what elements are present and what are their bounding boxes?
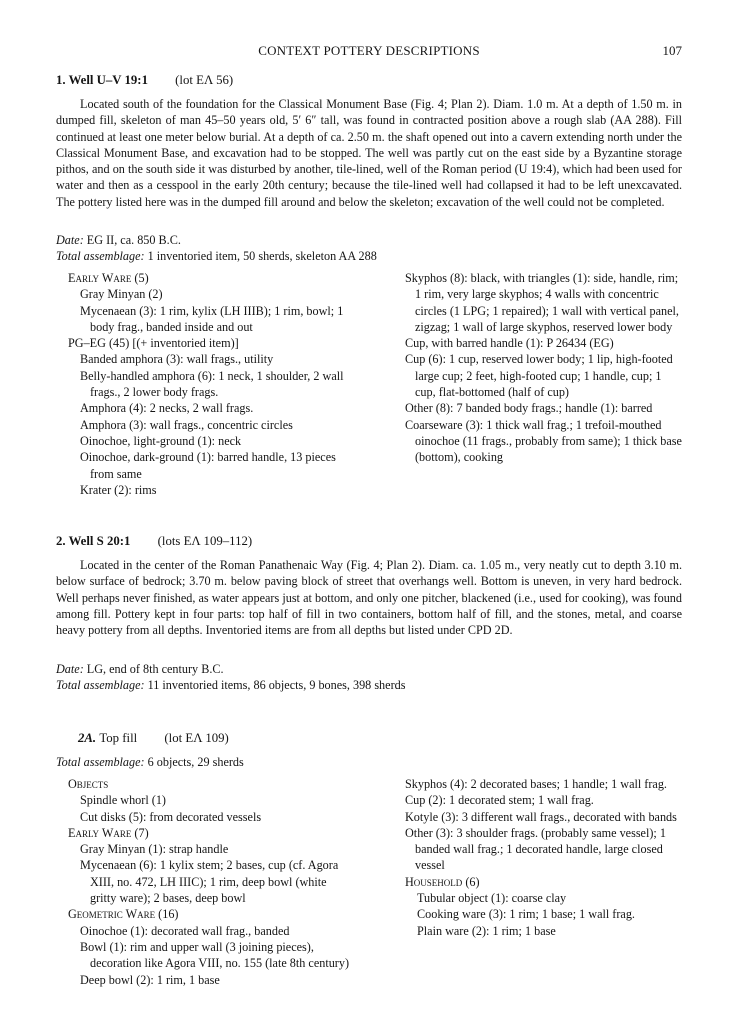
section-1-list-left	[56, 270, 356, 498]
list-item: Banded amphora (3): wall frags., utility	[80, 352, 274, 367]
list-item: Coarseware (3): 1 thick wall frag.; 1 trefoil-mouthed oinochoe (11 frags., probably from same); 1 thick base (bottom), cooking	[405, 417, 682, 465]
list-item: Spindle whorl (1)	[80, 793, 166, 808]
category-heading: Objects	[68, 777, 109, 791]
list-item: Mycenaean (6): 1 kylix stem; 2 bases, cup (cf. Agora XIII, no. 472, LH IIIC); 1 rim, deep bowl (white gritty ware); 2 bases, deep bowl	[80, 858, 339, 906]
list-item: Tubular object (1): coarse clay	[417, 891, 567, 906]
section-2a-list-left	[56, 776, 356, 988]
assemblage-label: Total assemblage:	[56, 678, 145, 693]
lot-number: (lot EΛ 109)	[164, 731, 229, 745]
category-heading: Early Ware (7)	[68, 825, 149, 840]
section-1-description	[56, 96, 682, 210]
section-2a-heading	[78, 730, 704, 746]
assemblage-value: 1 inventoried item, 50 sherds, skeleton AA 288	[147, 249, 377, 264]
list-item: Plain ware (2): 1 rim; 1 base	[417, 923, 556, 938]
lot-number: (lots EΛ 109–112)	[157, 534, 253, 548]
list-item: Other (8): 7 banded body frags.; handle (1): barred	[405, 401, 653, 416]
category-heading: Early Ware (5)	[68, 271, 149, 285]
list-item: Kotyle (3): 3 different wall frags., decorated with bands	[405, 809, 677, 824]
section-number: 1.	[56, 73, 66, 87]
section-2-description	[56, 557, 682, 638]
section-2-heading	[56, 533, 682, 549]
assemblage-line	[56, 248, 682, 264]
date-value: EG II, ca. 850 B.C.	[86, 233, 181, 247]
category-heading: Household (6)	[405, 874, 480, 889]
description-paragraph: Located south of the foundation for the Classical Monument Base (Fig. 4; Plan 2). Diam. 1.0 m. At a depth of 1.50 m. in dumped fill, skeleton of man 45–50 years old, 5′ 6″ tall, was found in contracted position above a rough slab (AA 288). Fill continued at least one meter below burial. At a depth of ca. 2.50 m. the shaft opened out into a cavern extending north under the Classical Monument Base, and excavation had to be stopped. The well was partly cut on the east side by a Byzantine storage pithos, and on the south side it was disturbed by another, tile-lined, well of the Roman period (U 19:4), which had been used for water and then as a cesspool in the early 20th century; because the tile-lined well had collapsed it had to be left unexcavated. The pottery listed here was in the dumped fill around and below the skeleton; excavation of the well could not be completed.	[56, 97, 682, 209]
date-label: Date:	[56, 233, 84, 247]
list-item: Cut disks (5): from decorated vessels	[80, 809, 262, 824]
list-item: Cup, with barred handle (1): P 26434 (EG)	[405, 336, 614, 351]
list-item: Mycenaean (3): 1 rim, kylix (LH IIIB); 1 rim, bowl; 1 body frag., banded inside and out	[80, 303, 344, 334]
list-item: Belly-handled amphora (6): 1 neck, 1 shoulder, 2 wall frags., 2 lower body frags.	[80, 368, 344, 400]
category-heading: PG–EG (45) [(+ inventoried item)]	[68, 336, 239, 351]
list-item: Gray Minyan (1): strap handle	[80, 842, 229, 857]
list-item: Amphora (3): wall frags., concentric circles	[80, 417, 293, 432]
section-1-list-right	[405, 270, 682, 466]
list-item: Amphora (4): 2 necks, 2 wall frags.	[80, 401, 254, 416]
assemblage-label: Total assemblage:	[56, 249, 145, 264]
date-value: LG, end of 8th century B.C.	[86, 662, 224, 676]
assemblage-value: 11 inventoried items, 86 objects, 9 bones, 398 sherds	[147, 678, 406, 693]
section-1-heading	[56, 72, 682, 88]
running-title: CONTEXT POTTERY DESCRIPTIONS	[258, 43, 480, 58]
list-item: Cup (2): 1 decorated stem; 1 wall frag.	[405, 793, 594, 808]
page	[56, 0, 682, 1024]
section-2a-meta	[56, 754, 682, 770]
list-item: Cooking ware (3): 1 rim; 1 base; 1 wall frag.	[417, 907, 635, 922]
section-title: Well S 20:1	[68, 534, 131, 548]
section-title: Top fill	[99, 731, 138, 745]
date-line	[56, 661, 682, 677]
assemblage-value: 6 objects, 29 sherds	[147, 755, 244, 769]
list-item: Bowl (1): rim and upper wall (3 joining pieces), decoration like Agora VIII, no. 155 (late 8th century)	[80, 939, 350, 971]
list-item: Oinochoe (1): decorated wall frag., banded	[80, 923, 290, 938]
list-item: Gray Minyan (2)	[80, 287, 163, 302]
section-number: 2.	[56, 534, 66, 548]
list-item: Oinochoe, light-ground (1): neck	[80, 433, 242, 448]
category-heading: Geometric Ware (16)	[68, 907, 179, 922]
description-paragraph: Located in the center of the Roman Panathenaic Way (Fig. 4; Plan 2). Diam. ca. 1.05 m., very neatly cut to depth 3.10 m. below surface of bedrock; 3.70 m. below paving block of street that overhangs well. Bottom is uneven, in very hard bedrock. Well perhaps never finished, as water appears just at bottom, and only one pitcher, blackened (i.e., used for cooking), was found among fill. Pottery kept in four parts: top half of fill in two containers, bottom half of fill, and the stones, metal, and coarse heavy pottery from all depths. Inventoried items are from all depths but listed under CPD 2D.	[56, 558, 682, 638]
running-head	[56, 43, 682, 61]
section-1-meta	[56, 232, 682, 265]
date-label: Date:	[56, 662, 84, 676]
page-number: 107	[662, 43, 682, 58]
date-line	[56, 232, 682, 248]
list-item: Cup (6): 1 cup, reserved lower body; 1 lip, high-footed large cup; 2 feet, high-footed cup; 1 handle, cup; 1 cup, flat-bottomed (half of cup)	[405, 352, 673, 400]
list-item: Krater (2): rims	[80, 482, 157, 497]
list-item: Skyphos (8): black, with triangles (1): side, handle, rim; 1 rim, very large skyphos; 4 walls with concentric circles (1 LPG; 1 repaired); 1 wall with vertical panel, zigzag; 1 wall of large skyphos, reserved lower body	[405, 271, 679, 334]
assemblage-line	[56, 677, 682, 693]
section-title: Well U–V 19:1	[68, 73, 148, 87]
assemblage-line	[56, 754, 682, 770]
assemblage-label: Total assemblage:	[56, 755, 145, 769]
section-2a-list-right	[405, 776, 682, 939]
lot-number: (lot EΛ 56)	[175, 73, 234, 87]
section-number: 2A.	[78, 731, 97, 745]
list-item: Deep bowl (2): 1 rim, 1 base	[80, 972, 220, 987]
list-item: Other (3): 3 shoulder frags. (probably same vessel); 1 banded wall frag.; 1 decorated handle, large closed vessel	[405, 825, 666, 873]
list-item: Skyphos (4): 2 decorated bases; 1 handle; 1 wall frag.	[405, 777, 667, 791]
list-item: Oinochoe, dark-ground (1): barred handle, 13 pieces from same	[80, 450, 336, 481]
section-2-meta	[56, 661, 682, 694]
